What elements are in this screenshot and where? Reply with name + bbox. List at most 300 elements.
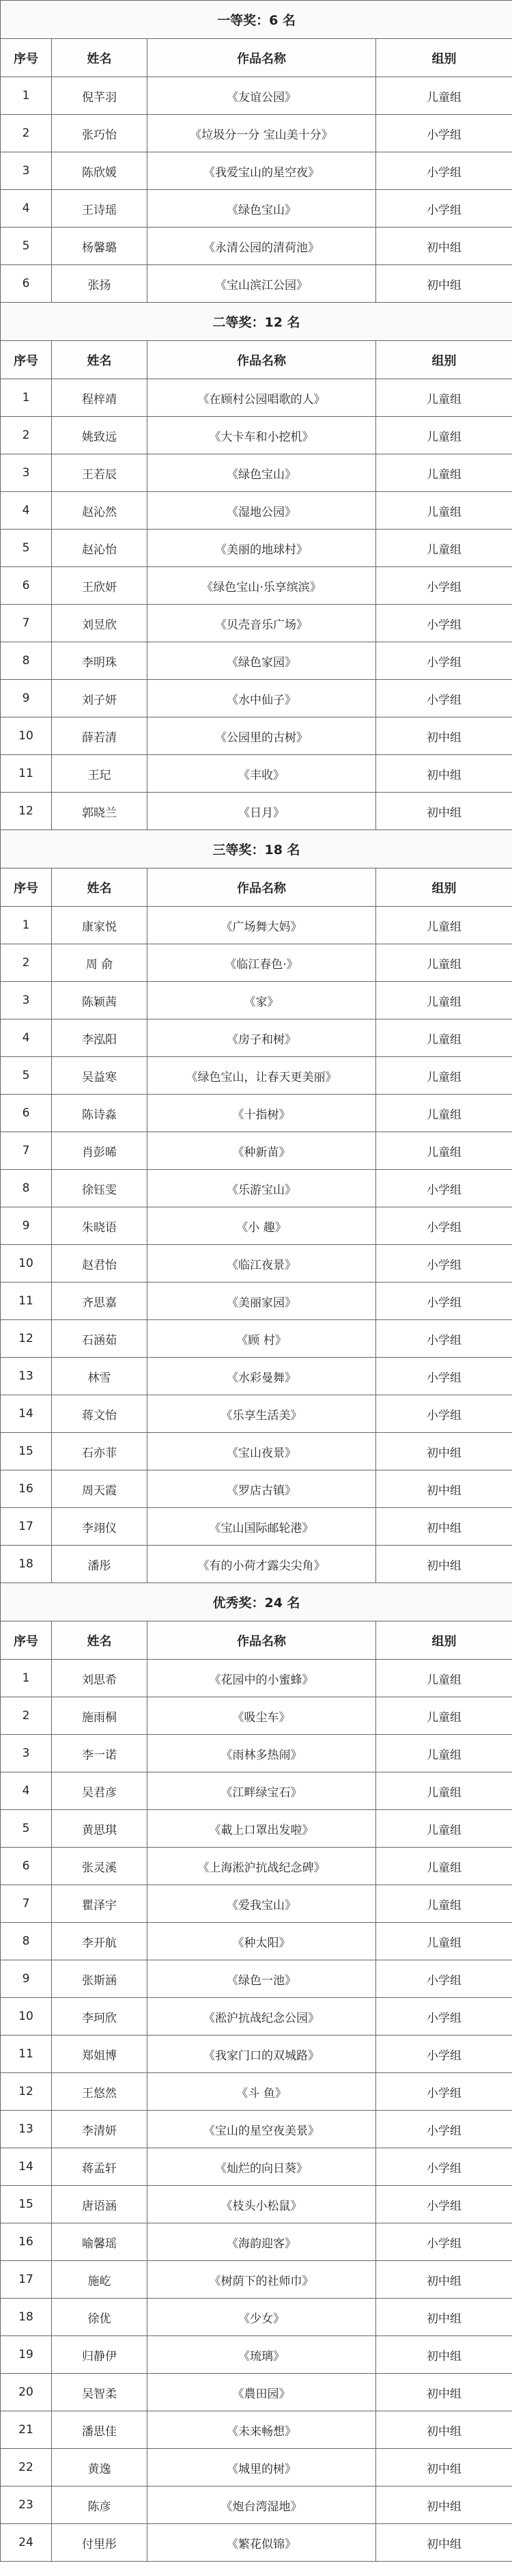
cell-work: 《乐享生活美》 [147, 1395, 376, 1433]
cell-name: 李泓阳 [52, 1019, 147, 1057]
cell-no: 9 [1, 680, 52, 717]
table-row [1, 228, 512, 265]
table-row [1, 2524, 512, 2562]
cell-name: 吴君彦 [52, 1772, 147, 1810]
cell-work: 《我家门口的双城路》 [147, 2036, 376, 2073]
cell-name: 朱晓语 [52, 1207, 147, 1245]
table-row [1, 2261, 512, 2299]
cell-work: 《宝山的星空夜美景》 [147, 2111, 376, 2148]
column-header-work: 作品名称 [147, 39, 376, 77]
table-row [1, 190, 512, 228]
table-row [1, 1546, 512, 1583]
cell-name: 李明珠 [52, 642, 147, 680]
cell-group: 小学组 [376, 1170, 512, 1207]
cell-work: 《垃圾分一分 宝山美十分》 [147, 115, 376, 152]
table-row [1, 1433, 512, 1470]
table-row [1, 1735, 512, 1772]
table-row [1, 2449, 512, 2486]
cell-no: 14 [1, 2148, 52, 2186]
cell-no: 5 [1, 1810, 52, 1848]
third-prize-header-row [1, 868, 512, 907]
cell-group: 初中组 [376, 755, 512, 793]
cell-work: 《載上口罩出发啦》 [147, 1810, 376, 1848]
column-header-no: 序号 [1, 1621, 52, 1660]
first-prize-title: 一等奖：6 名 [1, 1, 512, 39]
cell-group: 小学组 [376, 1960, 512, 1998]
table-row [1, 1095, 512, 1132]
cell-group: 小学组 [376, 1395, 512, 1433]
cell-work: 《绿色宝山，让春天更美丽》 [147, 1057, 376, 1095]
cell-group: 儿童组 [376, 944, 512, 982]
cell-no: 1 [1, 379, 52, 417]
cell-no: 5 [1, 228, 52, 265]
cell-no: 15 [1, 1433, 52, 1470]
cell-name: 喻馨瑶 [52, 2223, 147, 2261]
cell-group: 儿童组 [376, 1848, 512, 1885]
table-row [1, 1848, 512, 1885]
cell-group: 小学组 [376, 115, 512, 152]
table-row [1, 1772, 512, 1810]
cell-no: 3 [1, 1735, 52, 1772]
cell-work: 《斗 鱼》 [147, 2073, 376, 2111]
cell-name: 李翊仪 [52, 1508, 147, 1546]
cell-work: 《乐游宝山》 [147, 1170, 376, 1207]
cell-name: 王若辰 [52, 454, 147, 492]
cell-group: 初中组 [376, 2524, 512, 2562]
cell-work: 《水中仙子》 [147, 680, 376, 717]
table-row [1, 1960, 512, 1998]
cell-work: 《繁花似锦》 [147, 2524, 376, 2562]
cell-group: 儿童组 [376, 492, 512, 530]
column-header-group: 组别 [376, 341, 512, 379]
cell-no: 18 [1, 2299, 52, 2336]
cell-work: 《永清公园的清荷池》 [147, 228, 376, 265]
cell-name: 石亦菲 [52, 1433, 147, 1470]
cell-group: 初中组 [376, 2299, 512, 2336]
table-row [1, 2299, 512, 2336]
cell-no: 6 [1, 1848, 52, 1885]
cell-work: 《上海淞沪抗战纪念碑》 [147, 1848, 376, 1885]
cell-no: 5 [1, 530, 52, 567]
cell-work: 《水彩曼舞》 [147, 1358, 376, 1395]
cell-group: 儿童组 [376, 1132, 512, 1170]
cell-no: 3 [1, 454, 52, 492]
third-prize-title: 三等奖：18 名 [1, 830, 512, 868]
cell-work: 《城里的树》 [147, 2449, 376, 2486]
table-row [1, 417, 512, 454]
table-row [1, 1508, 512, 1546]
column-header-no: 序号 [1, 39, 52, 77]
cell-group: 初中组 [376, 1470, 512, 1508]
cell-name: 郭晓兰 [52, 793, 147, 830]
cell-work: 《日月》 [147, 793, 376, 830]
cell-work: 《在顾村公园唱歌的人》 [147, 379, 376, 417]
cell-group: 儿童组 [376, 454, 512, 492]
cell-work: 《临江春色·》 [147, 944, 376, 982]
cell-group: 小学组 [376, 1245, 512, 1283]
cell-no: 2 [1, 944, 52, 982]
cell-group: 小学组 [376, 1283, 512, 1320]
cell-work: 《丰收》 [147, 755, 376, 793]
cell-group: 小学组 [376, 1207, 512, 1245]
cell-group: 小学组 [376, 567, 512, 605]
table-row [1, 2186, 512, 2223]
cell-work: 《花园中的小蜜蜂》 [147, 1660, 376, 1697]
cell-work: 《宝山国际邮轮港》 [147, 1508, 376, 1546]
cell-name: 陈颖茜 [52, 982, 147, 1019]
cell-group: 初中组 [376, 1508, 512, 1546]
cell-name: 蒋文怡 [52, 1395, 147, 1433]
cell-group: 小学组 [376, 190, 512, 228]
cell-name: 李珂欣 [52, 1998, 147, 2036]
third-prize-title-row [1, 830, 512, 868]
cell-no: 4 [1, 1772, 52, 1810]
table-row [1, 1697, 512, 1735]
cell-group: 儿童组 [376, 1735, 512, 1772]
cell-work: 《顾 村》 [147, 1320, 376, 1358]
cell-no: 11 [1, 1283, 52, 1320]
cell-no: 12 [1, 2073, 52, 2111]
cell-name: 施屹 [52, 2261, 147, 2299]
cell-group: 初中组 [376, 1546, 512, 1583]
cell-name: 王悠然 [52, 2073, 147, 2111]
cell-group: 小学组 [376, 2223, 512, 2261]
cell-work: 《种新苗》 [147, 1132, 376, 1170]
table-row [1, 1283, 512, 1320]
cell-name: 张灵溪 [52, 1848, 147, 1885]
cell-no: 10 [1, 1998, 52, 2036]
cell-group: 儿童组 [376, 982, 512, 1019]
column-header-name: 姓名 [52, 39, 147, 77]
table-row [1, 2148, 512, 2186]
table-row [1, 454, 512, 492]
cell-group: 儿童组 [376, 379, 512, 417]
cell-group: 儿童组 [376, 1660, 512, 1697]
table-row [1, 1660, 512, 1697]
table-row [1, 755, 512, 793]
table-row [1, 567, 512, 605]
cell-work: 《湿地公园》 [147, 492, 376, 530]
cell-work: 《宝山夜景》 [147, 1433, 376, 1470]
cell-name: 李开航 [52, 1923, 147, 1960]
cell-group: 儿童组 [376, 417, 512, 454]
table-row [1, 907, 512, 944]
cell-name: 蒋孟轩 [52, 2148, 147, 2186]
cell-work: 《少女》 [147, 2299, 376, 2336]
cell-name: 王欣妍 [52, 567, 147, 605]
cell-work: 《枝头小松鼠》 [147, 2186, 376, 2223]
cell-no: 20 [1, 2374, 52, 2411]
cell-name: 付里彤 [52, 2524, 147, 2562]
cell-name: 黄逸 [52, 2449, 147, 2486]
cell-work: 《大卡车和小挖机》 [147, 417, 376, 454]
cell-no: 19 [1, 2336, 52, 2374]
cell-no: 10 [1, 1245, 52, 1283]
table-row [1, 1810, 512, 1848]
cell-no: 18 [1, 1546, 52, 1583]
cell-no: 15 [1, 2186, 52, 2223]
cell-group: 儿童组 [376, 1697, 512, 1735]
cell-name: 肖彭晞 [52, 1132, 147, 1170]
cell-work: 《友谊公园》 [147, 77, 376, 115]
cell-name: 张斯涵 [52, 1960, 147, 1998]
cell-no: 13 [1, 2111, 52, 2148]
cell-name: 刘子妍 [52, 680, 147, 717]
cell-name: 李一诺 [52, 1735, 147, 1772]
cell-group: 小学组 [376, 1998, 512, 2036]
cell-group: 小学组 [376, 1358, 512, 1395]
cell-group: 初中组 [376, 2261, 512, 2299]
table-row [1, 2111, 512, 2148]
cell-no: 6 [1, 567, 52, 605]
cell-no: 24 [1, 2524, 52, 2562]
table-row [1, 2336, 512, 2374]
cell-no: 13 [1, 1358, 52, 1395]
cell-name: 施雨桐 [52, 1697, 147, 1735]
cell-work: 《绿色一池》 [147, 1960, 376, 1998]
cell-work: 《灿烂的向日葵》 [147, 2148, 376, 2186]
table-row [1, 2223, 512, 2261]
cell-group: 初中组 [376, 717, 512, 755]
cell-no: 23 [1, 2486, 52, 2524]
cell-group: 儿童组 [376, 1810, 512, 1848]
cell-work: 《种太阳》 [147, 1923, 376, 1960]
cell-no: 17 [1, 1508, 52, 1546]
cell-name: 徐钰雯 [52, 1170, 147, 1207]
cell-group: 小学组 [376, 2036, 512, 2073]
cell-no: 1 [1, 1660, 52, 1697]
cell-work: 《绿色宝山》 [147, 454, 376, 492]
second-prize-header-row [1, 341, 512, 379]
second-prize-title: 二等奖：12 名 [1, 303, 512, 341]
table-row [1, 379, 512, 417]
table-row [1, 115, 512, 152]
cell-no: 7 [1, 1885, 52, 1923]
cell-no: 17 [1, 2261, 52, 2299]
cell-name: 陈彦 [52, 2486, 147, 2524]
cell-name: 石涵茹 [52, 1320, 147, 1358]
cell-work: 《绿色宝山》 [147, 190, 376, 228]
table-row [1, 1245, 512, 1283]
cell-no: 3 [1, 152, 52, 190]
cell-group: 小学组 [376, 152, 512, 190]
cell-no: 1 [1, 77, 52, 115]
cell-no: 2 [1, 115, 52, 152]
cell-name: 唐语涵 [52, 2186, 147, 2223]
table-row [1, 944, 512, 982]
cell-name: 张巧怡 [52, 115, 147, 152]
cell-name: 姚致远 [52, 417, 147, 454]
table-row [1, 2374, 512, 2411]
cell-work: 《我爱宝山的星空夜》 [147, 152, 376, 190]
table-row [1, 642, 512, 680]
table-row [1, 2486, 512, 2524]
cell-no: 4 [1, 492, 52, 530]
cell-name: 康家悦 [52, 907, 147, 944]
table-row [1, 1885, 512, 1923]
table-row [1, 1057, 512, 1095]
table-row [1, 982, 512, 1019]
cell-work: 《雨林多热闹》 [147, 1735, 376, 1772]
table-row [1, 1395, 512, 1433]
column-header-group: 组别 [376, 868, 512, 907]
cell-no: 16 [1, 1470, 52, 1508]
cell-group: 小学组 [376, 1320, 512, 1358]
cell-no: 2 [1, 1697, 52, 1735]
cell-group: 初中组 [376, 2336, 512, 2374]
cell-no: 1 [1, 907, 52, 944]
cell-group: 初中组 [376, 1433, 512, 1470]
table-row [1, 492, 512, 530]
cell-group: 儿童组 [376, 1772, 512, 1810]
cell-name: 林雪 [52, 1358, 147, 1395]
cell-work: 《琉璃》 [147, 2336, 376, 2374]
table-row [1, 530, 512, 567]
cell-group: 儿童组 [376, 530, 512, 567]
cell-name: 齐思嘉 [52, 1283, 147, 1320]
cell-work: 《宝山滨江公园》 [147, 265, 376, 303]
column-header-no: 序号 [1, 868, 52, 907]
cell-no: 9 [1, 1207, 52, 1245]
cell-group: 小学组 [376, 2073, 512, 2111]
cell-name: 归静伊 [52, 2336, 147, 2374]
table-row [1, 1470, 512, 1508]
cell-work: 《广场舞大妈》 [147, 907, 376, 944]
table-row [1, 1320, 512, 1358]
cell-name: 刘思希 [52, 1660, 147, 1697]
cell-work: 《海韵迎客》 [147, 2223, 376, 2261]
cell-name: 杨馨璐 [52, 228, 147, 265]
cell-work: 《小 趣》 [147, 1207, 376, 1245]
column-header-work: 作品名称 [147, 868, 376, 907]
cell-group: 初中组 [376, 2486, 512, 2524]
table-row [1, 1207, 512, 1245]
cell-no: 8 [1, 1170, 52, 1207]
table-row [1, 1019, 512, 1057]
cell-no: 14 [1, 1395, 52, 1433]
cell-no: 22 [1, 2449, 52, 2486]
table-row [1, 680, 512, 717]
cell-work: 《有的小荷才露尖尖角》 [147, 1546, 376, 1583]
cell-name: 赵沁怡 [52, 530, 147, 567]
cell-work: 《吸尘车》 [147, 1697, 376, 1735]
cell-work: 《树荫下的社师巾》 [147, 2261, 376, 2299]
cell-name: 王诗瑶 [52, 190, 147, 228]
excellence-prize-title-row [1, 1583, 512, 1621]
cell-name: 张扬 [52, 265, 147, 303]
cell-group: 儿童组 [376, 1095, 512, 1132]
column-header-no: 序号 [1, 341, 52, 379]
cell-name: 陈欣媛 [52, 152, 147, 190]
table-row [1, 717, 512, 755]
column-header-work: 作品名称 [147, 341, 376, 379]
cell-name: 瞿泽宇 [52, 1885, 147, 1923]
column-header-group: 组别 [376, 39, 512, 77]
cell-work: 《炮台湾湿地》 [147, 2486, 376, 2524]
cell-work: 《農田园》 [147, 2374, 376, 2411]
cell-work: 《绿色宝山·乐享缤滨》 [147, 567, 376, 605]
table-row [1, 1170, 512, 1207]
table-row [1, 1358, 512, 1395]
cell-no: 8 [1, 642, 52, 680]
cell-name: 刘昱欣 [52, 605, 147, 642]
cell-no: 9 [1, 1960, 52, 1998]
cell-no: 5 [1, 1057, 52, 1095]
second-prize-title-row [1, 303, 512, 341]
excellence-prize-title: 优秀奖：24 名 [1, 1583, 512, 1621]
table-row [1, 1923, 512, 1960]
table-row [1, 2411, 512, 2449]
cell-no: 7 [1, 605, 52, 642]
excellence-prize-header-row [1, 1621, 512, 1660]
cell-work: 《罗店古镇》 [147, 1470, 376, 1508]
cell-name: 吴益寒 [52, 1057, 147, 1095]
cell-no: 16 [1, 2223, 52, 2261]
cell-no: 12 [1, 793, 52, 830]
column-header-work: 作品名称 [147, 1621, 376, 1660]
cell-no: 7 [1, 1132, 52, 1170]
cell-group: 小学组 [376, 605, 512, 642]
cell-work: 《家》 [147, 982, 376, 1019]
first-prize-title-row [1, 1, 512, 39]
cell-work: 《贝壳音乐广场》 [147, 605, 376, 642]
table-row [1, 77, 512, 115]
cell-name: 潘彤 [52, 1546, 147, 1583]
cell-work: 《美丽的地球村》 [147, 530, 376, 567]
cell-work: 《未来畅想》 [147, 2411, 376, 2449]
cell-group: 儿童组 [376, 77, 512, 115]
cell-work: 《爱我宝山》 [147, 1885, 376, 1923]
cell-name: 王玘 [52, 755, 147, 793]
cell-group: 小学组 [376, 2148, 512, 2186]
cell-group: 儿童组 [376, 907, 512, 944]
cell-no: 21 [1, 2411, 52, 2449]
awards-table-body [1, 1, 512, 2562]
cell-name: 赵沁然 [52, 492, 147, 530]
cell-group: 儿童组 [376, 1923, 512, 1960]
cell-name: 程梓靖 [52, 379, 147, 417]
cell-no: 11 [1, 2036, 52, 2073]
column-header-name: 姓名 [52, 1621, 147, 1660]
cell-work: 《临江夜景》 [147, 1245, 376, 1283]
cell-group: 初中组 [376, 793, 512, 830]
cell-name: 李清妍 [52, 2111, 147, 2148]
column-header-name: 姓名 [52, 868, 147, 907]
cell-no: 4 [1, 1019, 52, 1057]
column-header-group: 组别 [376, 1621, 512, 1660]
table-row [1, 152, 512, 190]
table-row [1, 1132, 512, 1170]
cell-name: 周天霞 [52, 1470, 147, 1508]
cell-name: 赵君怡 [52, 1245, 147, 1283]
cell-work: 《淞沪抗战纪念公园》 [147, 1998, 376, 2036]
cell-name: 倪芊羽 [52, 77, 147, 115]
cell-work: 《十指树》 [147, 1095, 376, 1132]
cell-work: 《美丽家园》 [147, 1283, 376, 1320]
cell-name: 徐优 [52, 2299, 147, 2336]
table-row [1, 793, 512, 830]
cell-name: 黄思琪 [52, 1810, 147, 1848]
cell-no: 8 [1, 1923, 52, 1960]
column-header-name: 姓名 [52, 341, 147, 379]
cell-work: 《江畔绿宝石》 [147, 1772, 376, 1810]
cell-name: 郑姐博 [52, 2036, 147, 2073]
cell-no: 6 [1, 1095, 52, 1132]
table-row [1, 2073, 512, 2111]
cell-name: 潘思佳 [52, 2411, 147, 2449]
table-row [1, 265, 512, 303]
cell-group: 初中组 [376, 2374, 512, 2411]
